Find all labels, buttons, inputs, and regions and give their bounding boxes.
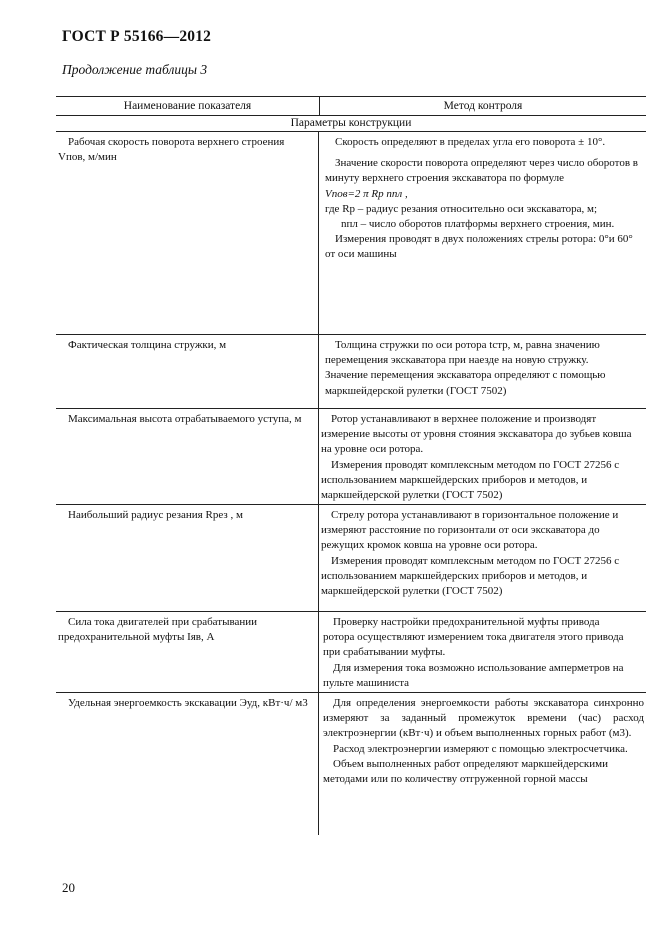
- method-paragraph: Измерения проводят комплексным методом по ГОСТ 27256 с использованием маркшейдерских приборов и методов, и маркшейдерской рулетки (ГОСТ 7502): [321, 554, 620, 598]
- indicator-text: Удельная энергоемкость экскавации Эуд, кВт·ч/ м3: [68, 697, 308, 709]
- indicator-cell: [56, 612, 319, 692]
- table-row: [56, 505, 646, 612]
- method-paragraph: Скорость определяют в пределах угла его поворота ± 10°.: [335, 136, 606, 148]
- method-paragraph: Значение скорости поворота определяют через число оборотов в минуту верхнего строения экскаватора по формуле: [325, 157, 638, 185]
- method-paragraph: Расход электроэнергии измеряют с помощью электросчетчика.: [333, 742, 628, 755]
- table-continuation-caption: Продолжение таблицы 3: [62, 62, 208, 77]
- method-paragraph: Стрелу ротора устанавливают в горизонтальное положение и измеряют расстояние по горизонтали от оси экскаватора до режущих кромок ковша на уровне оси ротора.: [321, 509, 619, 552]
- col-header-indicator: Наименование показателя: [56, 97, 320, 115]
- indicator-cell: [56, 693, 319, 835]
- col-header-method: Метод контроля: [443, 100, 523, 112]
- method-cell: [319, 409, 646, 504]
- method-cell: [319, 335, 646, 408]
- table-row: [56, 693, 646, 835]
- method-paragraph: Объем выполненных работ определяют маркшейдерскими методами или по количеству отгруженной горной массы: [323, 757, 609, 786]
- method-paragraph: nпл – число оборотов платформы верхнего строения, мин.: [341, 218, 615, 231]
- method-paragraph: где Rр – радиус резания относительно оси экскаватора, м;: [325, 202, 598, 215]
- method-cell: [319, 505, 646, 611]
- indicator-cell: [56, 335, 319, 408]
- method-cell: [319, 612, 646, 692]
- table-row: [56, 132, 646, 335]
- page-number: 20: [62, 880, 75, 895]
- table-row: [56, 335, 646, 409]
- method-paragraph: Значение перемещения экскаватора определяют с помощью маркшейдерской рулетки (ГОСТ 7502): [325, 369, 606, 397]
- method-paragraph: Ротор устанавливают в верхнее положение и производят измерение высоты от уровня стояния экскаватора до зубьев ковша на уровне оси ротора.: [321, 413, 632, 456]
- indicator-text: Сила тока двигателей при срабатывании предохранительной муфты Iяв, А: [58, 616, 258, 644]
- method-paragraph: Проверку настройки предохранительной муфты привода ротора осуществляют измерением тока двигателя этого привода при срабатывании муфты.: [323, 616, 624, 659]
- method-paragraph: Толщина стружки по оси ротора tстр, м, равна значению перемещения экскаватора при наезде на новую стружку.: [325, 339, 600, 367]
- indicator-text: Рабочая скорость поворота верхнего строения Vпов, м/мин: [58, 136, 285, 164]
- standard-code: ГОСТ Р 55166—2012: [62, 28, 212, 45]
- method-paragraph: Для измерения тока возможно использование амперметров на пульте машиниста: [323, 661, 624, 689]
- method-paragraph: Измерения проводят комплексным методом по ГОСТ 27256 с использованием маркшейдерских приборов и методов, и маркшейдерской рулетки (ГОСТ 7502): [321, 458, 620, 502]
- method-formula: Vпов=2 π Rр nпл ,: [325, 187, 408, 200]
- method-cell: [319, 132, 646, 334]
- section-title: Параметры конструкции: [56, 116, 646, 132]
- method-paragraph: Для определения энергоемкости работы экскаватора синхронно измеряют за заданный промежуток времени (час) расход электроэнергии (кВт·ч) и объем выполненных горных работ (м3).: [323, 697, 644, 740]
- control-methods-table: [56, 96, 646, 835]
- indicator-text: Фактическая толщина стружки, м: [68, 339, 227, 351]
- indicator-text: Наибольший радиус резания Rрез , м: [68, 509, 243, 521]
- indicator-cell: [56, 505, 319, 611]
- indicator-cell: [56, 409, 319, 504]
- table-header-row: [56, 97, 646, 116]
- method-cell: [319, 693, 646, 835]
- table-row: [56, 612, 646, 693]
- method-paragraph: Измерения проводят в двух положениях стрелы ротора: 0°и 60° от оси машины: [325, 233, 633, 261]
- indicator-cell: [56, 132, 319, 334]
- indicator-text: Максимальная высота отрабатываемого уступа, м: [68, 413, 302, 425]
- table-row: [56, 409, 646, 505]
